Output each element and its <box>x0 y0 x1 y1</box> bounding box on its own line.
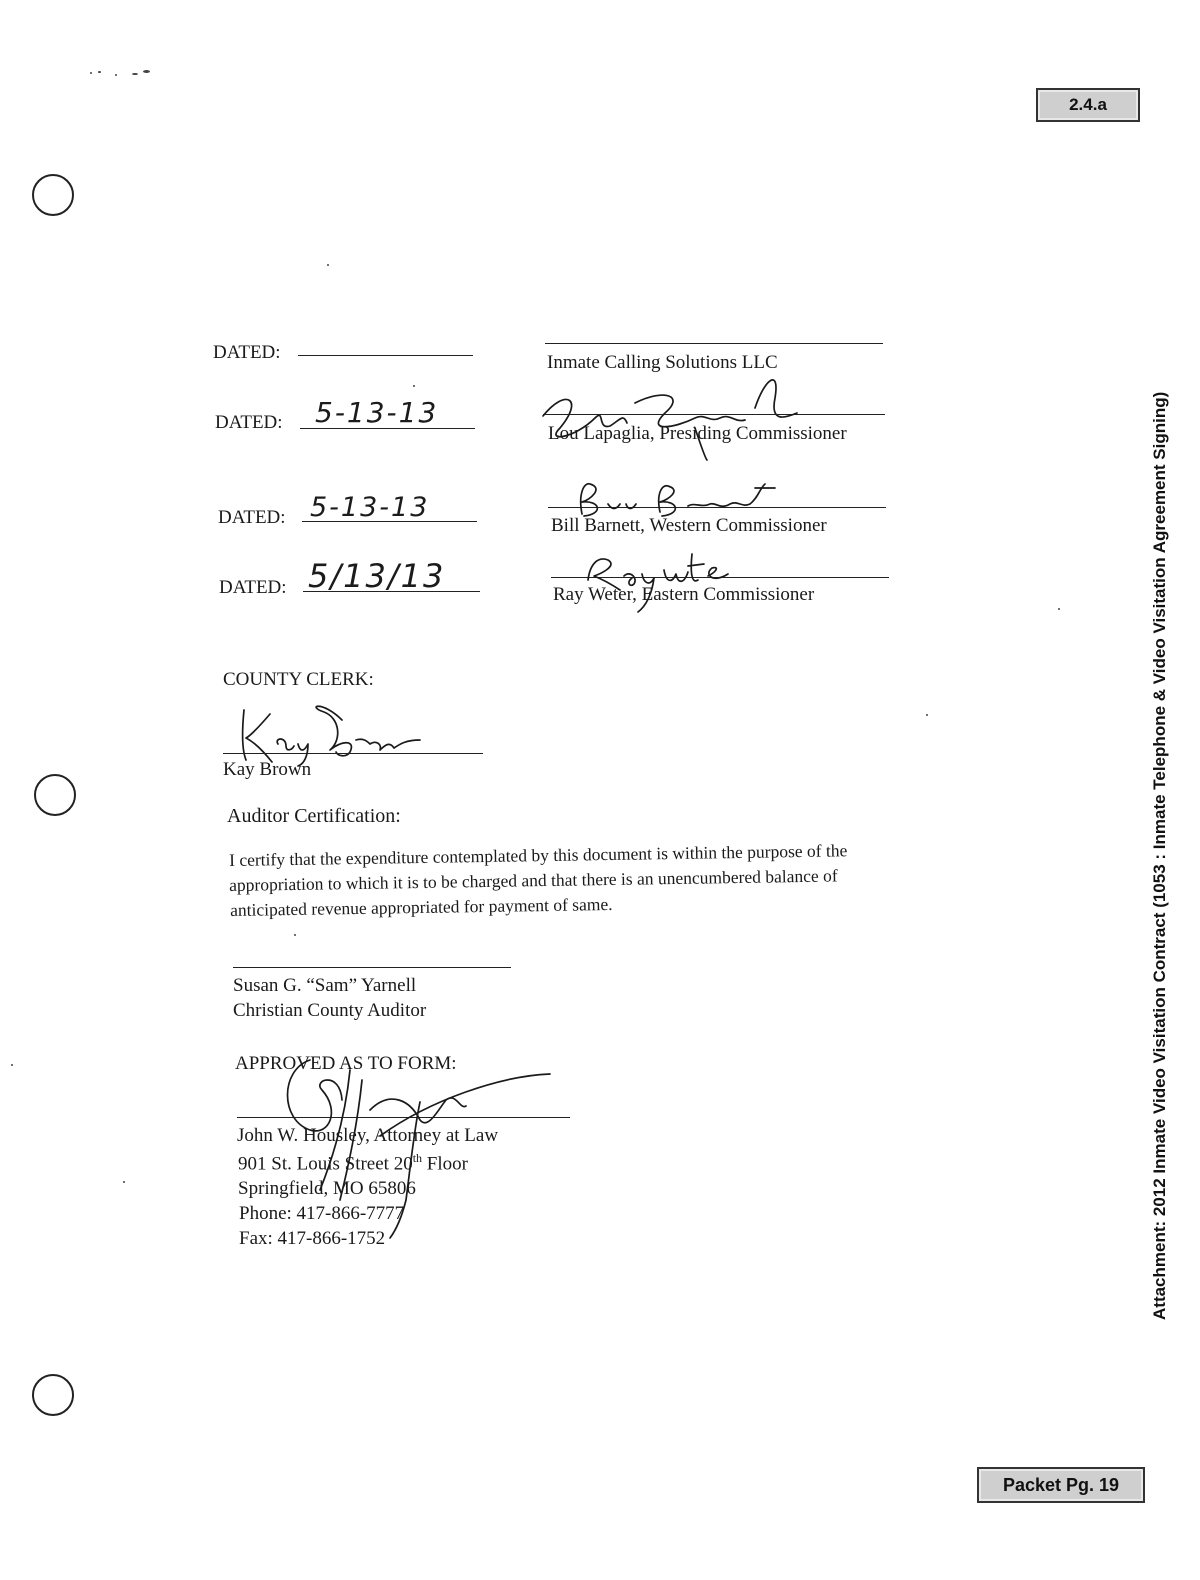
attorney-city: Springfield, MO 65806 <box>238 1178 416 1199</box>
handwritten-date: 5-13-13 <box>315 396 439 429</box>
address-prefix: 901 St. Louis Street 20 <box>238 1153 413 1175</box>
dated-label: DATED: <box>213 342 281 363</box>
handwritten-date: 5/13/13 <box>308 557 446 595</box>
speck <box>413 385 415 387</box>
page-stamp-top <box>1036 88 1140 122</box>
auditor-body-line: I certify that the expenditure contemplated by this document is within the purpose of the <box>229 840 848 870</box>
dated-label: DATED: <box>219 577 287 598</box>
attorney-phone: Phone: 417-866-7777 <box>239 1203 405 1224</box>
page-stamp-bottom-text: Packet Pg. 19 <box>1002 1474 1120 1495</box>
attorney-name: John W. Housley, Attorney at Law <box>237 1125 499 1146</box>
page-stamp-bottom <box>977 1467 1145 1503</box>
date-line <box>298 355 473 356</box>
dated-label: DATED: <box>218 507 286 528</box>
signer-name: Inmate Calling Solutions LLC <box>547 352 778 373</box>
speck <box>327 264 329 266</box>
auditor-name: Susan G. “Sam” Yarnell <box>233 975 417 996</box>
attorney-address <box>238 1151 468 1175</box>
signer-name: Lou Lapaglia, Presiding Commissioner <box>548 423 847 444</box>
speck <box>1058 608 1060 610</box>
scan-marks <box>88 66 168 80</box>
speck <box>123 1181 125 1183</box>
attorney-fax: Fax: 417-866-1752 <box>239 1228 386 1249</box>
signature-line <box>545 343 883 344</box>
auditor-body-line: anticipated revenue appropriated for payment of same. <box>230 893 613 920</box>
dated-label: DATED: <box>215 412 283 433</box>
auditor-body-line: appropriation to which it is to be charged and that there is an unencumbered balance of <box>229 865 838 895</box>
auditor-signature-line <box>233 967 511 968</box>
auditor-heading: Auditor Certification: <box>227 805 401 827</box>
speck <box>294 934 296 936</box>
punch-hole-middle <box>34 774 76 816</box>
auditor-title: Christian County Auditor <box>233 1000 427 1021</box>
county-clerk-name: Kay Brown <box>223 759 312 780</box>
address-superscript: th <box>412 1151 423 1165</box>
signature-lou-lapaglia <box>535 368 835 463</box>
signer-name: Bill Barnett, Western Commissioner <box>551 515 827 536</box>
signer-name: Ray Weter, Eastern Commissioner <box>553 584 815 605</box>
address-suffix: Floor <box>422 1153 468 1175</box>
speck <box>11 1064 13 1066</box>
speck <box>926 714 928 716</box>
handwritten-date: 5-13-13 <box>310 492 430 523</box>
approved-label: APPROVED AS TO FORM: <box>235 1053 457 1074</box>
punch-hole-bottom <box>32 1374 74 1416</box>
county-clerk-label: COUNTY CLERK: <box>223 669 374 690</box>
page-stamp-top-text: 2.4.a <box>1069 95 1107 114</box>
attachment-side-label: Attachment: 2012 Inmate Video Visitation Contract (1053 : Inmate Telephone & Video Visitation Agreement Signing) <box>1150 391 1169 1320</box>
clerk-signature-line <box>223 753 483 754</box>
signature-ray-weter <box>580 534 760 624</box>
punch-hole-top <box>32 174 74 216</box>
